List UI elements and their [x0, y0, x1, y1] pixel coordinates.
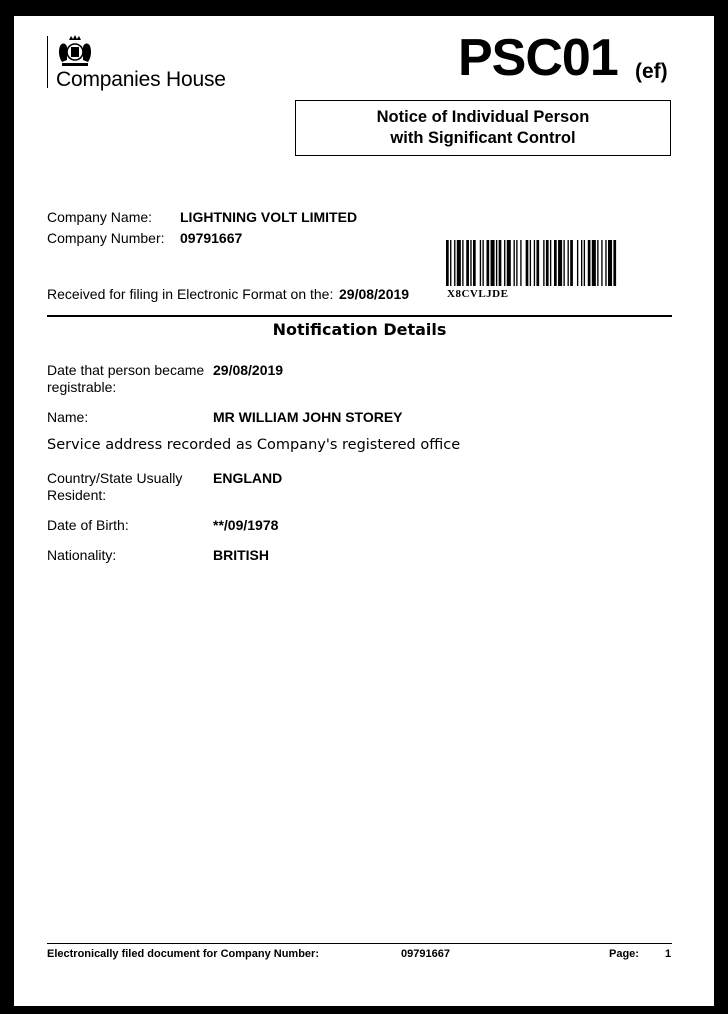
service-address-note: Service address recorded as Company's registered office [47, 437, 461, 453]
organisation-name: Companies House [56, 68, 226, 91]
footer-page-label: Page: [609, 948, 639, 960]
person-name: MR WILLIAM JOHN STOREY [213, 409, 403, 425]
document-page [14, 16, 714, 1006]
header-rule [47, 315, 672, 317]
received-date: 29/08/2019 [339, 286, 410, 302]
form-title-line2: with Significant Control [390, 129, 576, 147]
nationality-label: Nationality: [47, 547, 117, 563]
country-value: ENGLAND [213, 470, 283, 486]
person-name-label: Name: [47, 409, 89, 425]
form-code: PSC01 [458, 29, 618, 87]
registrable-date: 29/08/2019 [213, 362, 284, 378]
barcode-text: X8CVLJDE [447, 288, 509, 300]
country-label-line2: Resident: [47, 487, 107, 503]
received-label: Received for filing in Electronic Format on the: [47, 286, 334, 302]
registrable-label-line2: registrable: [47, 379, 117, 395]
royal-coat-of-arms-icon [56, 34, 94, 68]
footer-company-number: 09791667 [401, 948, 450, 960]
barcode-image [446, 240, 666, 286]
dob-value: **/09/1978 [213, 517, 279, 533]
company-name: LIGHTNING VOLT LIMITED [180, 209, 358, 225]
form-code-suffix: (ef) [635, 60, 668, 83]
section-title: Notification Details [272, 320, 447, 339]
company-number-label: Company Number: [47, 230, 165, 246]
country-label-line1: Country/State Usually [47, 470, 183, 486]
company-name-label: Company Name: [47, 209, 153, 225]
form-title-line1: Notice of Individual Person [376, 108, 590, 126]
company-number: 09791667 [180, 230, 243, 246]
footer-filed-label: Electronically filed document for Company Number: [47, 948, 319, 960]
logo-divider [47, 36, 48, 88]
registrable-label-line1: Date that person became [47, 362, 205, 378]
form-title-box [295, 100, 671, 156]
footer-page-number: 1 [665, 948, 672, 960]
dob-label: Date of Birth: [47, 517, 129, 533]
nationality-value: BRITISH [213, 547, 269, 563]
footer-rule [47, 943, 672, 944]
